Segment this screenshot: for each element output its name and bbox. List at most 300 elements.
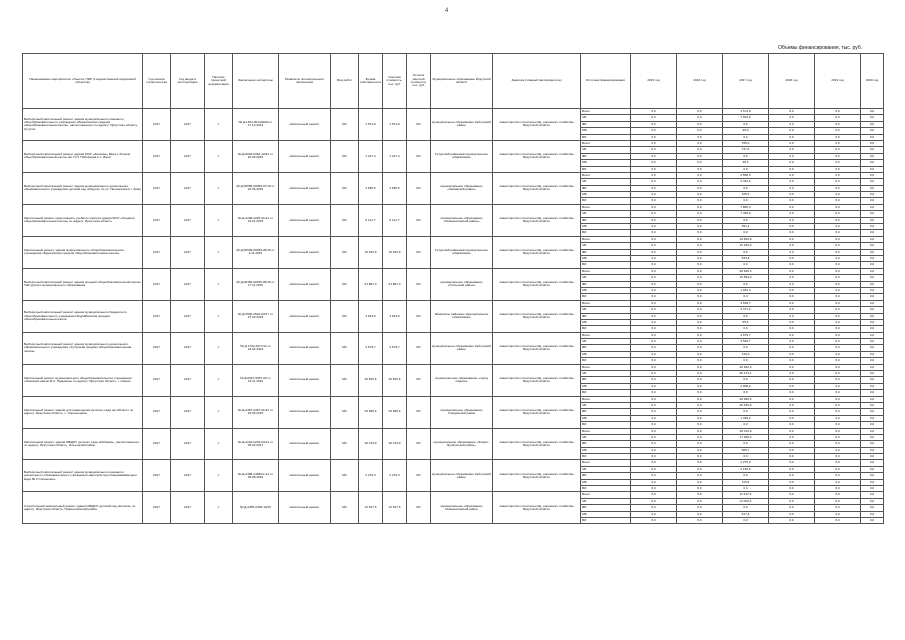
cell-fund-source: ВИ bbox=[581, 390, 631, 396]
header-2015: 2015 год bbox=[631, 54, 677, 109]
cell-amount: 0,0 bbox=[815, 518, 861, 524]
cell-amount: 0,0 bbox=[815, 390, 861, 396]
cell-amount: 0,0 bbox=[815, 166, 861, 172]
cell-municipality: муниципальное образование «город Саянск» bbox=[431, 364, 493, 396]
cell-work-type: капитальный ремонт bbox=[279, 300, 331, 332]
cell-amount: 0,0 bbox=[677, 345, 723, 351]
cell-amount: 0,0 bbox=[631, 204, 677, 210]
cell-fund-source: МБ bbox=[581, 224, 631, 230]
cell-amount: 0,0 bbox=[677, 409, 723, 415]
cell-amount: 0,0 bbox=[861, 473, 884, 479]
cell-readiness: 0% bbox=[407, 140, 431, 172]
cell-amount: 0,0 bbox=[631, 492, 677, 498]
cell-ownership: МС bbox=[331, 492, 359, 524]
cell-amount: 0,0 bbox=[631, 185, 677, 191]
cell-amount: 0,0 bbox=[861, 383, 884, 389]
cell-remaining: 12 627,5 bbox=[383, 492, 407, 524]
cell-amount: 0,0 bbox=[815, 198, 861, 204]
cell-expertise: № Д-2465-2465-12/15 bbox=[233, 492, 279, 524]
cell-amount: 0,0 bbox=[723, 473, 769, 479]
cell-amount: 0,0 bbox=[677, 287, 723, 293]
cell-amount: 0,0 bbox=[769, 262, 815, 268]
cell-fund-source: ОБ bbox=[581, 402, 631, 408]
cell-fund-source: ФБ bbox=[581, 505, 631, 511]
cell-amount: 20 626,3 bbox=[723, 268, 769, 274]
cell-amount: 0,0 bbox=[631, 249, 677, 255]
cell-amount: 0,0 bbox=[723, 377, 769, 383]
cell-amount: 0,0 bbox=[769, 236, 815, 242]
cell-documentation: х bbox=[205, 364, 233, 396]
cell-amount: 0,0 bbox=[631, 518, 677, 524]
cell-amount: 0,0 bbox=[769, 466, 815, 472]
cell-cost: 4 679,7 bbox=[359, 332, 383, 364]
cell-ownership: МС bbox=[331, 109, 359, 141]
cell-readiness: 0% bbox=[407, 172, 431, 204]
cell-expertise: № Д-1304-2014/2020 от 17.12.2014 bbox=[233, 109, 279, 141]
cell-amount: 0,0 bbox=[815, 319, 861, 325]
cell-amount: 0,0 bbox=[631, 224, 677, 230]
cell-amount: 0,0 bbox=[631, 243, 677, 249]
cell-amount: 0,0 bbox=[769, 428, 815, 434]
cell-amount: 0,0 bbox=[815, 371, 861, 377]
cell-amount: 0,0 bbox=[815, 498, 861, 504]
cell-ownership: МС bbox=[331, 204, 359, 236]
cell-amount: 0,0 bbox=[815, 505, 861, 511]
cell-municipality: Зиминское районное муниципальное образование bbox=[431, 300, 493, 332]
cell-amount: 0,0 bbox=[861, 307, 884, 313]
cell-fund-source: МБ bbox=[581, 447, 631, 453]
cell-amount: 0,0 bbox=[815, 128, 861, 134]
cell-amount: 0,0 bbox=[723, 166, 769, 172]
cell-amount: 0,0 bbox=[815, 121, 861, 127]
cell-amount: 0,0 bbox=[677, 505, 723, 511]
cell-amount: 0,0 bbox=[769, 390, 815, 396]
cell-fund-source: МБ bbox=[581, 511, 631, 517]
cell-amount: 0,0 bbox=[861, 377, 884, 383]
cell-amount: 0,0 bbox=[677, 486, 723, 492]
cell-amount: 0,0 bbox=[677, 224, 723, 230]
cell-amount: 0,0 bbox=[769, 332, 815, 338]
cell-work-type: капитальный ремонт bbox=[279, 492, 331, 524]
cell-amount: 0,0 bbox=[861, 434, 884, 440]
cell-amount: 0,0 bbox=[677, 447, 723, 453]
cell-fund-source: МБ bbox=[581, 415, 631, 421]
cell-amount: 0,0 bbox=[631, 179, 677, 185]
cell-amount: 0,0 bbox=[723, 262, 769, 268]
cell-amount: 0,0 bbox=[815, 224, 861, 230]
header-2019: 2019 год bbox=[815, 54, 861, 109]
cell-amount: 0,0 bbox=[677, 339, 723, 345]
cell-fund-source: ФБ bbox=[581, 121, 631, 127]
cell-amount: 0,0 bbox=[861, 172, 884, 178]
cell-amount: 0,0 bbox=[769, 345, 815, 351]
cell-amount: 0,0 bbox=[631, 498, 677, 504]
cell-cost: 15 923,8 bbox=[359, 236, 383, 268]
cell-amount: 0,0 bbox=[861, 243, 884, 249]
cell-amount: 0,0 bbox=[815, 447, 861, 453]
cell-amount: 0,0 bbox=[815, 396, 861, 402]
cell-amount: 0,0 bbox=[769, 255, 815, 261]
cell-remaining: 4 679,7 bbox=[383, 332, 407, 364]
cell-object-name: Строительный капитальный ремонт здания МБДОУ детский сад «Елочка» по адресу: Иркутская область, Нижнеилимский район bbox=[23, 492, 143, 524]
cell-readiness: 0% bbox=[407, 109, 431, 141]
cell-year-end: 2017 bbox=[171, 332, 205, 364]
cell-amount: 0,0 bbox=[723, 121, 769, 127]
header-documentation: Наличие проектной документации bbox=[205, 54, 233, 109]
cell-amount: 0,0 bbox=[631, 236, 677, 242]
cell-year-start: 2017 bbox=[143, 172, 171, 204]
cell-object-name: Капитальный ремонт одноэтажного учебного корпуса здания МОУ «Средняя общеобразовательная школа» по адресу: Иркутская область bbox=[23, 204, 143, 236]
cell-object-name: Выборочный капитальный ремонт здания муниципального казённого общеобразовательного учреждения «Бирюсинская средняя общеобразовательная школа», расположенного по адресу: Иркутская область, Кутулик bbox=[23, 109, 143, 141]
cell-amount: 0,0 bbox=[769, 441, 815, 447]
cell-amount: 0,0 bbox=[861, 460, 884, 466]
cell-fund-source: Всего bbox=[581, 109, 631, 115]
cell-amount: 0,0 bbox=[769, 371, 815, 377]
cell-customer: министерство строительства, дорожного хозяйства Иркутской области bbox=[493, 140, 581, 172]
cell-amount: 0,0 bbox=[815, 511, 861, 517]
header-remaining: Остаток сметной стоимости, тыс. руб. bbox=[407, 54, 431, 109]
cell-amount: 0,0 bbox=[769, 249, 815, 255]
cell-customer: министерство строительства, дорожного хозяйства Иркутской области bbox=[493, 460, 581, 492]
cell-documentation: х bbox=[205, 332, 233, 364]
cell-amount: 0,0 bbox=[677, 134, 723, 140]
cell-readiness: 0% bbox=[407, 204, 431, 236]
cell-amount: 0,0 bbox=[631, 454, 677, 460]
cell-fund-source: ВИ bbox=[581, 422, 631, 428]
cell-amount: 0,0 bbox=[769, 153, 815, 159]
cell-amount: 0,0 bbox=[631, 332, 677, 338]
cell-amount: 0,0 bbox=[861, 153, 884, 159]
cell-object-name: Капитальный ремонт здания муниципального общеобразовательного учреждения «Будагуйская средняя общеобразовательная школа» bbox=[23, 236, 143, 268]
cell-amount: 0,0 bbox=[631, 281, 677, 287]
cell-amount: 0,0 bbox=[677, 255, 723, 261]
cell-fund-source: МБ bbox=[581, 319, 631, 325]
header-customer: Заказчик (главный распорядитель) bbox=[493, 54, 581, 109]
cell-amount: 2 270,0 bbox=[723, 460, 769, 466]
cell-amount: 125,5 bbox=[723, 192, 769, 198]
cell-year-end: 2017 bbox=[171, 364, 205, 396]
cell-amount: 0,0 bbox=[769, 224, 815, 230]
cell-amount: 0,0 bbox=[769, 294, 815, 300]
cell-amount: 0,0 bbox=[769, 473, 815, 479]
cell-amount: 0,0 bbox=[631, 140, 677, 146]
cell-amount: 0,0 bbox=[631, 479, 677, 485]
cell-amount: 0,0 bbox=[861, 345, 884, 351]
cell-fund-source: МБ bbox=[581, 383, 631, 389]
header-year-end: Год ввода в эксплуатацию bbox=[171, 54, 205, 109]
cell-amount: 0,0 bbox=[677, 466, 723, 472]
cell-amount: 0,0 bbox=[631, 160, 677, 166]
cell-amount: 1 574,8 bbox=[723, 109, 769, 115]
cell-expertise: № Д-2540-2540-03/17 от 27.03.2015 bbox=[233, 300, 279, 332]
cell-cost: 2 270,0 bbox=[359, 460, 383, 492]
cell-amount: 0,0 bbox=[631, 147, 677, 153]
cell-amount: 0,0 bbox=[723, 409, 769, 415]
cell-amount: 0,0 bbox=[769, 339, 815, 345]
cell-customer: министерство строительства, дорожного хозяйства Иркутской области bbox=[493, 236, 581, 268]
cell-customer: министерство строительства, дорожного хозяйства Иркутской области bbox=[493, 428, 581, 460]
cell-amount: 0,0 bbox=[769, 422, 815, 428]
cell-amount: 0,0 bbox=[769, 230, 815, 236]
cell-amount: 0,0 bbox=[769, 198, 815, 204]
cell-amount: 0,0 bbox=[677, 128, 723, 134]
cell-amount: 0,0 bbox=[815, 230, 861, 236]
cell-municipality: муниципальное образование «Усольский район» bbox=[431, 268, 493, 300]
cell-amount: 15 160,0 bbox=[723, 243, 769, 249]
cell-amount: 0,0 bbox=[677, 121, 723, 127]
cell-amount: 0,0 bbox=[631, 434, 677, 440]
cell-amount: 38 174,1 bbox=[723, 371, 769, 377]
cell-fund-source: Всего bbox=[581, 428, 631, 434]
cell-amount: 0,0 bbox=[677, 275, 723, 281]
cell-amount: 0,0 bbox=[677, 479, 723, 485]
cell-amount: 1 499,2 bbox=[723, 415, 769, 421]
cell-year-end: 2017 bbox=[171, 140, 205, 172]
cell-amount: 18 314,9 bbox=[723, 428, 769, 434]
cell-amount: 0,0 bbox=[677, 262, 723, 268]
cell-amount: 0,0 bbox=[677, 319, 723, 325]
cell-fund-source: ОБ bbox=[581, 307, 631, 313]
cell-amount: 0,0 bbox=[815, 281, 861, 287]
cell-amount: 0,0 bbox=[769, 402, 815, 408]
cell-readiness: 0% bbox=[407, 460, 431, 492]
cell-amount: 0,0 bbox=[769, 172, 815, 178]
cell-fund-source: ОБ bbox=[581, 147, 631, 153]
cell-amount: 0,0 bbox=[631, 345, 677, 351]
cell-year-end: 2017 bbox=[171, 109, 205, 141]
cell-amount: 0,0 bbox=[861, 115, 884, 121]
cell-amount: 0,0 bbox=[815, 153, 861, 159]
cell-amount: 0,0 bbox=[815, 211, 861, 217]
cell-work-type: капитальный ремонт bbox=[279, 172, 331, 204]
cell-remaining: 40 845,6 bbox=[383, 364, 407, 396]
cell-amount: 0,0 bbox=[769, 505, 815, 511]
cell-fund-source: МБ bbox=[581, 287, 631, 293]
cell-amount: 69,9 bbox=[723, 128, 769, 134]
cell-amount: 0,0 bbox=[631, 262, 677, 268]
cell-amount: 0,0 bbox=[815, 409, 861, 415]
cell-work-type: капитальный ремонт bbox=[279, 109, 331, 141]
header-2020: 2020 год bbox=[861, 54, 884, 109]
cell-amount: 0,0 bbox=[815, 268, 861, 274]
cell-ownership: МС bbox=[331, 332, 359, 364]
cell-amount: 0,0 bbox=[769, 243, 815, 249]
cell-year-start: 2017 bbox=[143, 428, 171, 460]
cell-amount: 0,0 bbox=[631, 198, 677, 204]
cell-work-type: капитальный ремонт bbox=[279, 204, 331, 236]
cell-amount: 0,0 bbox=[815, 236, 861, 242]
cell-ownership: МС bbox=[331, 460, 359, 492]
cell-amount: 0,0 bbox=[677, 492, 723, 498]
cell-amount: 0,0 bbox=[631, 486, 677, 492]
cell-amount: 2 008,2 bbox=[723, 383, 769, 389]
cell-amount: 0,0 bbox=[861, 134, 884, 140]
header-year-start: Год начала строительства bbox=[143, 54, 171, 109]
cell-amount: 0,0 bbox=[769, 518, 815, 524]
cell-cost: 12 627,5 bbox=[359, 492, 383, 524]
cell-fund-source: ВИ bbox=[581, 518, 631, 524]
cell-year-end: 2017 bbox=[171, 172, 205, 204]
cell-amount: 0,0 bbox=[723, 281, 769, 287]
cell-customer: министерство строительства, дорожного хозяйства Иркутской области bbox=[493, 204, 581, 236]
cell-customer: министерство строительства, дорожного хозяйства Иркутской области bbox=[493, 492, 581, 524]
cell-amount: 0,0 bbox=[815, 255, 861, 261]
cell-fund-source: Всего bbox=[581, 492, 631, 498]
cell-year-start: 2017 bbox=[143, 492, 171, 524]
cell-amount: 0,0 bbox=[861, 390, 884, 396]
cell-amount: 0,0 bbox=[861, 109, 884, 115]
cell-year-end: 2017 bbox=[171, 428, 205, 460]
cell-amount: 134,0 bbox=[723, 351, 769, 357]
cell-amount: 0,0 bbox=[861, 492, 884, 498]
cell-amount: 0,0 bbox=[677, 396, 723, 402]
cell-documentation: х bbox=[205, 460, 233, 492]
cell-object-name: Выборочный капитальный ремонт здания МОУ «Зонская» Ижья с блоком общеобразовательной школы им. П.П. Наборнова в с. Ижья bbox=[23, 140, 143, 172]
cell-amount: 0,0 bbox=[723, 185, 769, 191]
cell-amount: 0,0 bbox=[815, 287, 861, 293]
cell-amount: 0,0 bbox=[861, 294, 884, 300]
cell-amount: 0,0 bbox=[861, 249, 884, 255]
cell-amount: 0,0 bbox=[769, 281, 815, 287]
cell-amount: 0,0 bbox=[723, 345, 769, 351]
cell-amount: 0,0 bbox=[677, 460, 723, 466]
cell-amount: 534,8 bbox=[723, 255, 769, 261]
cell-amount: 0,0 bbox=[677, 300, 723, 306]
cell-object-name: Выборочный капитальный ремонт здания средней общеобразовательной школы Тайтурского муниципального образования bbox=[23, 268, 143, 300]
cell-documentation: х bbox=[205, 428, 233, 460]
cell-fund-source: ОБ bbox=[581, 371, 631, 377]
cell-amount: 0,0 bbox=[631, 364, 677, 370]
cell-fund-source: ФБ bbox=[581, 377, 631, 383]
cell-amount: 0,0 bbox=[631, 319, 677, 325]
cell-amount: 0,0 bbox=[631, 428, 677, 434]
cell-amount: 0,0 bbox=[861, 211, 884, 217]
cell-amount: 0,0 bbox=[769, 396, 815, 402]
investment-register-table bbox=[22, 53, 884, 524]
cell-amount: 0,0 bbox=[815, 262, 861, 268]
cell-cost: 1 574,8 bbox=[359, 109, 383, 141]
cell-fund-source: ОБ bbox=[581, 211, 631, 217]
header-name: Наименование мероприятия, объекта, ПИР (с ведомственной кодировкой объектов) bbox=[23, 54, 143, 109]
cell-amount: 0,0 bbox=[723, 358, 769, 364]
cell-amount: 0,0 bbox=[631, 505, 677, 511]
cell-amount: 0,0 bbox=[677, 422, 723, 428]
cell-object-name: Капитальный ремонт здания для размещения детского сада на 120 мест по адресу: Иркутская область, с. Смоленщина bbox=[23, 396, 143, 428]
cell-customer: министерство строительства, дорожного хозяйства Иркутской области bbox=[493, 109, 581, 141]
cell-amount: 0,0 bbox=[677, 268, 723, 274]
cell-amount: 0,0 bbox=[631, 473, 677, 479]
cell-documentation: х bbox=[205, 204, 233, 236]
cell-readiness: 0% bbox=[407, 492, 431, 524]
cell-amount: 0,0 bbox=[861, 518, 884, 524]
cell-customer: министерство строительства, дорожного хозяйства Иркутской области bbox=[493, 300, 581, 332]
cell-object-name: Капитальный ремонт здания МБДОУ детского сада «Рябинка», расположенного по адресу: Иркутская область, Ольхонский район bbox=[23, 428, 143, 460]
cell-object-name: Выборочный капитальный ремонт здания муниципального бюджетного общеобразовательного учреждения Бодайбинская средняя общеобразовательная школа bbox=[23, 300, 143, 332]
cell-amount: 113,5 bbox=[723, 479, 769, 485]
cell-amount: 747,5 bbox=[723, 147, 769, 153]
cell-fund-source: ФБ bbox=[581, 441, 631, 447]
cell-year-start: 2017 bbox=[143, 236, 171, 268]
cell-amount: 0,0 bbox=[861, 268, 884, 274]
cell-amount: 0,0 bbox=[631, 409, 677, 415]
cell-object-name: Выборочный капитальный ремонт здания муниципального дошкольного образовательного учреждения «Тулунская средняя общеобразовательная школа» bbox=[23, 332, 143, 364]
cell-amount: 0,0 bbox=[815, 339, 861, 345]
cell-amount: 0,0 bbox=[769, 204, 815, 210]
cell-fund-source: ВИ bbox=[581, 326, 631, 332]
cell-amount: 0,0 bbox=[677, 518, 723, 524]
cell-amount: 0,0 bbox=[769, 351, 815, 357]
cell-cost: 18 314,9 bbox=[359, 428, 383, 460]
cell-amount: 0,0 bbox=[861, 192, 884, 198]
cell-cost: 2 568,5 bbox=[359, 172, 383, 204]
cell-customer: министерство строительства, дорожного хозяйства Иркутской области bbox=[493, 364, 581, 396]
cell-amount: 0,0 bbox=[723, 217, 769, 223]
cell-amount: 0,0 bbox=[769, 511, 815, 517]
cell-amount: 0,0 bbox=[815, 332, 861, 338]
header-ownership: Форма собственности bbox=[359, 54, 383, 109]
cell-amount: 0,0 bbox=[861, 236, 884, 242]
cell-customer: министерство строительства, дорожного хозяйства Иркутской области bbox=[493, 332, 581, 364]
cell-amount: 0,0 bbox=[861, 364, 884, 370]
cell-amount: 906,7 bbox=[723, 447, 769, 453]
cell-amount: 17 408,2 bbox=[723, 434, 769, 440]
cell-amount: 0,0 bbox=[861, 454, 884, 460]
cell-amount: 0,0 bbox=[631, 121, 677, 127]
cell-amount: 0,0 bbox=[631, 441, 677, 447]
cell-expertise: № Д-2467-2467-01/15 от 23.03.2015 bbox=[233, 396, 279, 428]
cell-fund-source: Всего bbox=[581, 364, 631, 370]
cell-amount: 0,0 bbox=[769, 179, 815, 185]
cell-fund-source: Всего bbox=[581, 236, 631, 242]
cell-cost: 8 121,7 bbox=[359, 204, 383, 236]
cell-amount: 0,0 bbox=[677, 243, 723, 249]
cell-amount: 0,0 bbox=[815, 460, 861, 466]
cell-amount: 0,0 bbox=[861, 441, 884, 447]
cell-municipality: муниципальное образование «Зиминский район» bbox=[431, 172, 493, 204]
cell-amount: 0,0 bbox=[677, 390, 723, 396]
cell-amount: 0,0 bbox=[861, 358, 884, 364]
cell-amount: 0,0 bbox=[815, 243, 861, 249]
cell-amount: 0,0 bbox=[769, 460, 815, 466]
cell-amount: 0,0 bbox=[631, 313, 677, 319]
cell-amount: 0,0 bbox=[769, 109, 815, 115]
header-recipient: Муниципальное образование Иркутской области bbox=[431, 54, 493, 109]
cell-amount: 0,0 bbox=[815, 326, 861, 332]
cell-amount: 0,0 bbox=[861, 287, 884, 293]
header-2017: 2017 год bbox=[723, 54, 769, 109]
header-fund-source: Источник финансирования bbox=[581, 54, 631, 109]
cell-expertise: № Д-0967-0967-00 от 15.11.2016 bbox=[233, 364, 279, 396]
cell-municipality: муниципальное образование Слюдянский район bbox=[431, 396, 493, 428]
cell-amount: 0,0 bbox=[861, 217, 884, 223]
cell-year-start: 2017 bbox=[143, 300, 171, 332]
cell-amount: 0,0 bbox=[861, 466, 884, 472]
cell-amount: 0,0 bbox=[769, 492, 815, 498]
cell-amount: 0,0 bbox=[769, 479, 815, 485]
cell-amount: 0,0 bbox=[677, 153, 723, 159]
cell-amount: 0,0 bbox=[815, 204, 861, 210]
cell-amount: 0,0 bbox=[677, 160, 723, 166]
cell-amount: 0,0 bbox=[677, 434, 723, 440]
cell-amount: 0,0 bbox=[677, 428, 723, 434]
cell-fund-source: ВИ bbox=[581, 166, 631, 172]
cell-cost: 29 995,6 bbox=[359, 396, 383, 428]
cell-ownership: МС bbox=[331, 396, 359, 428]
cell-amount: 0,0 bbox=[769, 147, 815, 153]
cell-amount: 4 545,7 bbox=[723, 339, 769, 345]
cell-expertise: № Д-2234-2234-03/14 от 05.02.2017 bbox=[233, 428, 279, 460]
cell-amount: 0,0 bbox=[815, 492, 861, 498]
